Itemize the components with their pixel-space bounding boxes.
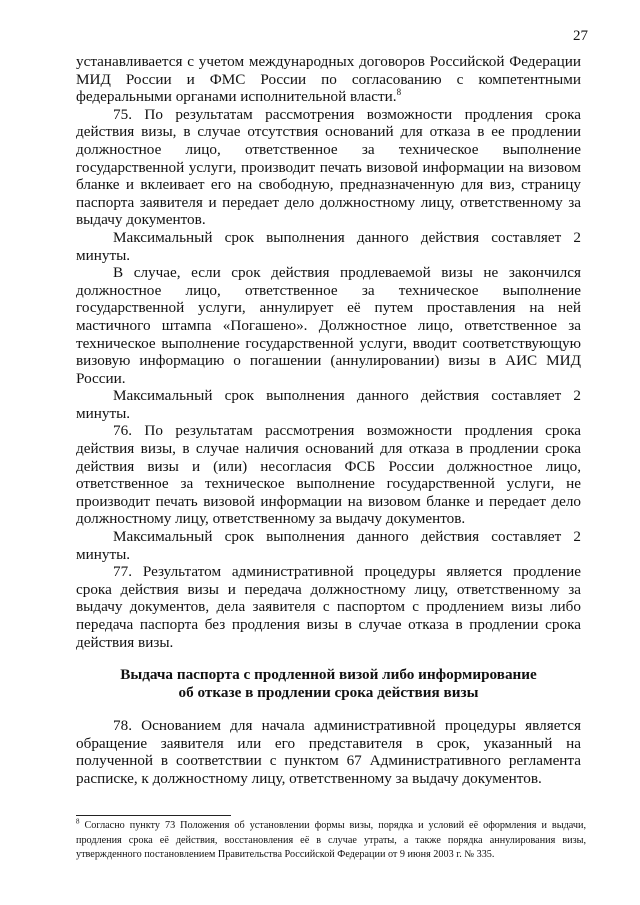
section-heading-line-2: об отказе в продлении срока действия визы (178, 684, 479, 702)
footnote-marker: 8 (76, 817, 80, 826)
paragraph-text: устанавливается с учетом международных договоров Российской Федерации МИД России и ФМС России по согласованию с компетентными федеральными органами исполнительной власти. (76, 53, 581, 106)
paragraph-continuation (76, 53, 581, 106)
paragraph-max-time-2: Максимальный срок выполнения данного действия составляет 2 минуты. (76, 387, 581, 422)
section-heading (76, 666, 581, 702)
paragraph-76: 76. По результатам рассмотрения возможности продления срока действия визы, в случае наличия оснований для отказа в продлении срока действия визы и (или) несогласия ФСБ России должностное лицо, ответственное за техническое выполнение государственной услуги, не производит печать визовой информации на визовом бланке и передает дело должностному лицу, ответственному за выдачу документов. (76, 422, 581, 528)
paragraph-75: 75. По результатам рассмотрения возможности продления срока действия визы, в случае отсутствия оснований для отказа в ее продлении должностное лицо, ответственное за техническое выполнение государственной услуги, производит печать визовой информации на визовом бланке и вклеивает его на свободную, предназначенную для виз, страницу паспорта заявителя и передает дело должностному лицу, ответственному за выдачу документов. (76, 105, 581, 229)
document-body (76, 53, 581, 788)
footnote-reference: 8 (396, 87, 402, 98)
section-heading-line-1: Выдача паспорта с продленной визой либо информирование (120, 666, 537, 684)
paragraph-max-time-3: Максимальный срок выполнения данного действия составляет 2 минуты. (76, 528, 581, 563)
footnote (76, 819, 586, 863)
footnote-text: Согласно пункту 73 Положения об установлении формы визы, порядка и условий её оформления и выдачи, продления срока её действия, восстановления её в случае утраты, а также порядка аннулирования визы, утвержденного постановлением Правительства Российской Федерации от 9 июня 2003 г. № 335. (76, 820, 587, 861)
paragraph-visa-cancellation: В случае, если срок действия продлеваемой визы не закончился должностное лицо, ответственное за техническое выполнение государственной услуги, аннулирует её путем проставления на ней мастичного штампа «Погашено». Должностное лицо, ответственное за техническое выполнение государственной услуги, вводит соответствующую визовую информацию о погашении (аннулировании) визы в АИС МИД России. (76, 264, 581, 387)
paragraph-77: 77. Результатом административной процедуры является продление срока действия визы и передача должностному лицу, ответственному за выдачу документов, дела заявителя с паспортом с продлением визы либо передача паспорта без продления визы в случае отказа в продлении срока действия визы. (76, 563, 581, 651)
page-number: 27 (573, 28, 588, 44)
paragraph-78: 78. Основанием для начала административной процедуры является обращение заявителя или его представителя в срок, указанный на полученной в соответствии с пунктом 67 Административного регламента расписке, к должностному лицу, ответственному за выдачу документов. (76, 717, 581, 787)
footnote-divider (76, 815, 231, 816)
paragraph-max-time-1: Максимальный срок выполнения данного действия составляет 2 минуты. (76, 228, 581, 264)
